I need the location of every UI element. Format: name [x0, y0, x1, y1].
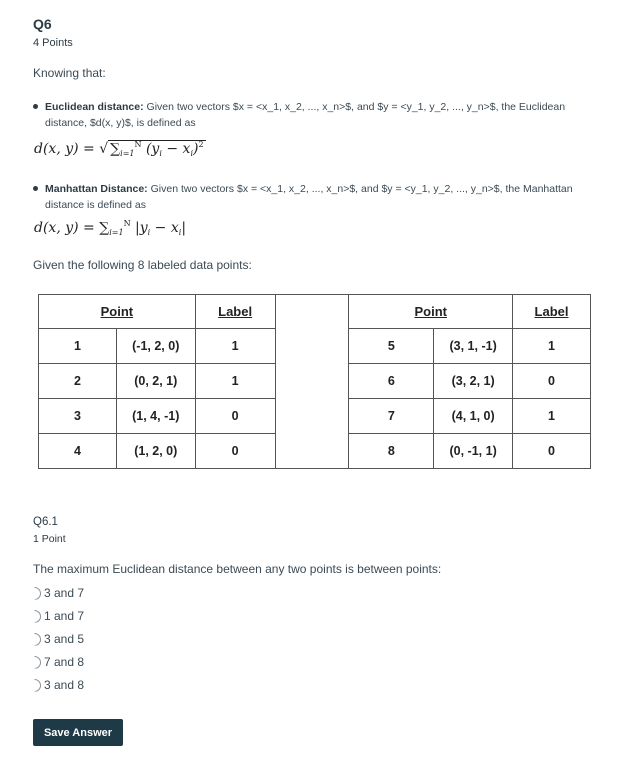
manhattan-description: Given two vectors $x = <x_1, x_2, ..., x_n>$, and $y = <y_1, y_2, ..., y_n>$, the Manhattan distance is defined as — [45, 183, 573, 211]
point-label: 1 — [195, 329, 275, 364]
bullet-dot — [33, 186, 38, 191]
point-coords: (3, 2, 1) — [434, 364, 513, 399]
subquestion-title: Q6.1 — [33, 516, 58, 528]
euclidean-term: Euclidean distance: — [45, 101, 144, 113]
point-coords: (4, 1, 0) — [434, 399, 513, 434]
euclidean-formula: d(x, y) = √ $\sum_{i=1}^N$ $(y_i - x_i)^2$ — [34, 140, 204, 158]
option-3-and-7[interactable] — [28, 585, 84, 601]
point-coords: (0, 2, 1) — [116, 364, 195, 399]
option-7-and-8[interactable] — [28, 654, 84, 670]
euclidean-description: Given two vectors $x = <x_1, x_2, ..., x_n>$, and $y = <y_1, y_2, ..., y_n>$, the Euclidean distance, $d(x, y)$, is defined as — [45, 101, 566, 129]
point-label: 0 — [513, 434, 591, 469]
point-coords: (1, 2, 0) — [116, 434, 195, 469]
point-label: 1 — [513, 399, 591, 434]
option-3-and-8[interactable] — [28, 677, 84, 693]
option-label: 3 and 5 — [44, 632, 85, 646]
point-id: 4 — [39, 434, 117, 469]
radio-button[interactable] — [28, 633, 41, 646]
intro-text: Knowing that: — [33, 66, 106, 80]
header-label-right: Label — [513, 295, 591, 329]
question-title: Q6 — [33, 16, 52, 32]
point-id: 5 — [349, 329, 434, 364]
point-label: 0 — [513, 364, 591, 399]
radio-button[interactable] — [28, 587, 41, 600]
point-id: 3 — [39, 399, 117, 434]
point-coords: (-1, 2, 0) — [116, 329, 195, 364]
option-label: 3 and 8 — [44, 678, 85, 692]
euclidean-bullet — [33, 99, 593, 131]
table-spacer — [275, 295, 349, 469]
header-label-left: Label — [195, 295, 275, 329]
question-points: 4 Points — [33, 37, 73, 49]
manhattan-formula: d(x, $y) = \sum_{i=1}^N$ $|y_i - x_i|$ — [34, 219, 187, 237]
table-header-row — [39, 295, 591, 329]
subquestion-text: The maximum Euclidean distance between any two points is between points: — [33, 562, 442, 576]
point-label: 1 — [513, 329, 591, 364]
point-id: 7 — [349, 399, 434, 434]
point-id: 8 — [349, 434, 434, 469]
option-label: 1 and 7 — [44, 609, 85, 623]
manhattan-term: Manhattan Distance: — [45, 183, 148, 195]
radio-button[interactable] — [28, 656, 41, 669]
radio-button[interactable] — [28, 679, 41, 692]
data-points-table — [38, 294, 591, 469]
option-label: 3 and 7 — [44, 586, 85, 600]
given-text: Given the following 8 labeled data points: — [33, 258, 252, 272]
point-id: 1 — [39, 329, 117, 364]
header-point-left: Point — [39, 295, 196, 329]
save-answer-button[interactable]: Save Answer — [33, 719, 123, 746]
option-3-and-5[interactable] — [28, 631, 84, 647]
option-label: 7 and 8 — [44, 655, 85, 669]
radio-button[interactable] — [28, 610, 41, 623]
option-1-and-7[interactable] — [28, 608, 84, 624]
point-label: 0 — [195, 434, 275, 469]
bullet-dot — [33, 104, 38, 109]
point-id: 6 — [349, 364, 434, 399]
point-label: 0 — [195, 399, 275, 434]
header-point-right: Point — [349, 295, 513, 329]
subquestion-points: 1 Point — [33, 533, 66, 545]
point-coords: (1, 4, -1) — [116, 399, 195, 434]
point-id: 2 — [39, 364, 117, 399]
point-coords: (0, -1, 1) — [434, 434, 513, 469]
manhattan-bullet — [33, 181, 593, 213]
point-coords: (3, 1, -1) — [434, 329, 513, 364]
point-label: 1 — [195, 364, 275, 399]
